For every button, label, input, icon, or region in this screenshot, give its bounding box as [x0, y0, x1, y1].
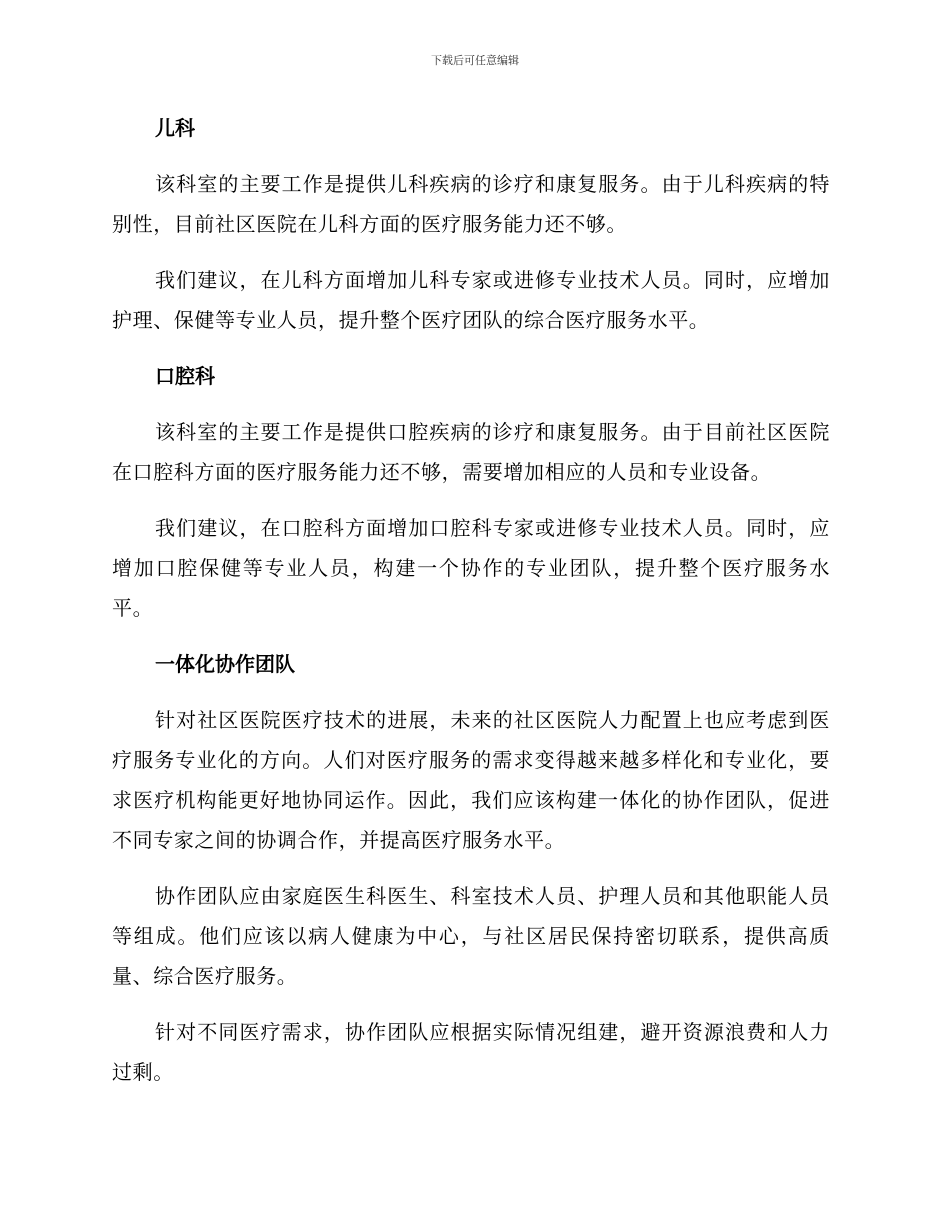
- paragraph: 协作团队应由家庭医生科医生、科室技术人员、护理人员和其他职能人员等组成。他们应该以病人健康为中心，与社区居民保持密切联系，提供高质量、综合医疗服务。: [112, 884, 830, 988]
- document-body: [112, 108, 830, 1108]
- section-integrated-team: [112, 644, 830, 1092]
- section-pediatrics: [112, 108, 830, 340]
- section-heading: 一体化协作团队: [155, 652, 295, 676]
- paragraph: 针对不同医疗需求，协作团队应根据实际情况组建，避开资源浪费和人力过剩。: [112, 1020, 830, 1084]
- section-dentistry: [112, 356, 830, 628]
- paragraph: 该科室的主要工作是提供口腔疾病的诊疗和康复服务。由于目前社区医院在口腔科方面的医疗服务能力还不够，需要增加相应的人员和专业设备。: [112, 420, 830, 484]
- paragraph: 针对社区医院医疗技术的进展，未来的社区医院人力配置上也应考虑到医疗服务专业化的方向。人们对医疗服务的需求变得越来越多样化和专业化，要求医疗机构能更好地协同运作。因此，我们应该构建一体化的协作团队，促进不同专家之间的协调合作，并提高医疗服务水平。: [112, 708, 830, 852]
- paragraph: 我们建议，在口腔科方面增加口腔科专家或进修专业技术人员。同时，应增加口腔保健等专业人员，构建一个协作的专业团队，提升整个医疗服务水平。: [112, 516, 830, 620]
- section-heading: 口腔科: [155, 364, 215, 388]
- paragraph: 我们建议，在儿科方面增加儿科专家或进修专业技术人员。同时，应增加护理、保健等专业人员，提升整个医疗团队的综合医疗服务水平。: [112, 268, 830, 332]
- section-heading: 儿科: [155, 116, 195, 140]
- page-header-note: 下载后可任意编辑: [431, 54, 519, 67]
- paragraph: 该科室的主要工作是提供儿科疾病的诊疗和康复服务。由于儿科疾病的特别性，目前社区医院在儿科方面的医疗服务能力还不够。: [112, 172, 830, 236]
